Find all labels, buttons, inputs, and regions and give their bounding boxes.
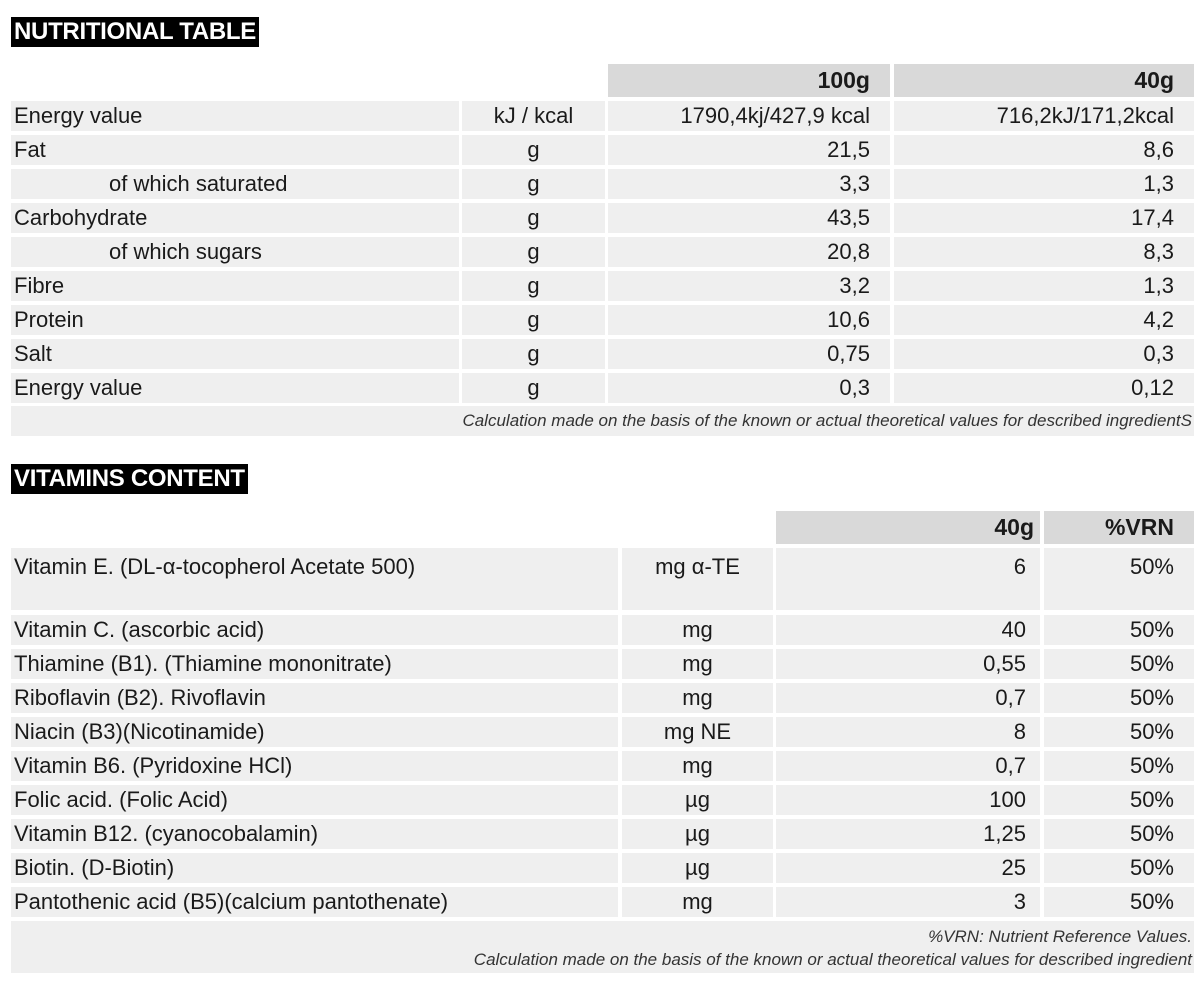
table-row: [11, 683, 1194, 713]
vitamin-name: Vitamin B12. (cyanocobalamin): [11, 819, 618, 849]
vitamin-vrn: 50%: [1044, 548, 1194, 610]
nutrient-unit: g: [462, 339, 605, 369]
vitamin-unit: mg: [622, 615, 773, 645]
table-row: [11, 339, 1194, 369]
nutrient-name: Carbohydrate: [11, 203, 459, 233]
vitamin-unit: µg: [622, 853, 773, 883]
vitamin-name: Pantothenic acid (B5)(calcium pantothenate): [11, 887, 618, 917]
table-row: [11, 203, 1194, 233]
table-row: [11, 649, 1194, 679]
table-row: [11, 169, 1194, 199]
table-row: [11, 785, 1194, 815]
vitamin-vrn: 50%: [1044, 853, 1194, 883]
nutrient-name: Fat: [11, 135, 459, 165]
vitamin-value-40g: 3: [776, 887, 1040, 917]
table-row: [11, 237, 1194, 267]
value-per-100g: 3,2: [608, 271, 890, 301]
value-per-100g: 3,3: [608, 169, 890, 199]
vitamin-value-40g: 8: [776, 717, 1040, 747]
vitamin-vrn: 50%: [1044, 819, 1194, 849]
vitamin-unit: mg: [622, 649, 773, 679]
nutrient-unit: g: [462, 203, 605, 233]
table-row: [11, 135, 1194, 165]
value-per-100g: 21,5: [608, 135, 890, 165]
table-row: [11, 819, 1194, 849]
table-row: [11, 101, 1194, 131]
vitamin-value-40g: 0,55: [776, 649, 1040, 679]
table-row: [11, 271, 1194, 301]
vitamin-vrn: 50%: [1044, 615, 1194, 645]
vitamin-name: Folic acid. (Folic Acid): [11, 785, 618, 815]
vitamin-name: Vitamin B6. (Pyridoxine HCl): [11, 751, 618, 781]
nutrition-header-row: [11, 64, 1194, 97]
nutrient-unit: g: [462, 237, 605, 267]
value-per-100g: 43,5: [608, 203, 890, 233]
vitamin-unit: µg: [622, 785, 773, 815]
vitamin-name: Riboflavin (B2). Rivoflavin: [11, 683, 618, 713]
nutrient-unit: g: [462, 271, 605, 301]
vitamin-unit: mg: [622, 683, 773, 713]
vitamin-name: Vitamin E. (DL-α-tocopherol Acetate 500): [11, 548, 618, 610]
nutrient-unit: g: [462, 169, 605, 199]
table-row: [11, 887, 1194, 917]
nutrient-name: Energy value: [11, 101, 459, 131]
vitamin-value-40g: 6: [776, 548, 1040, 610]
vitamin-unit: mg NE: [622, 717, 773, 747]
vitamin-unit: mg α-TE: [622, 548, 773, 610]
vitamin-unit: µg: [622, 819, 773, 849]
vitamin-vrn: 50%: [1044, 717, 1194, 747]
header-per-40g: 40g: [776, 511, 1040, 544]
vitamins-footnotes: [11, 921, 1194, 973]
table-row: [11, 305, 1194, 335]
nutrient-unit: g: [462, 135, 605, 165]
vitamin-name: Biotin. (D-Biotin): [11, 853, 618, 883]
value-per-40g: 8,6: [894, 135, 1194, 165]
nutrient-name: of which saturated: [11, 169, 459, 199]
vitamin-value-40g: 25: [776, 853, 1040, 883]
value-per-40g: 1,3: [894, 271, 1194, 301]
vitamins-content-title: VITAMINS CONTENT: [11, 464, 248, 494]
vitamin-unit: mg: [622, 751, 773, 781]
vitamin-vrn: 50%: [1044, 683, 1194, 713]
value-per-40g: 716,2kJ/171,2kcal: [894, 101, 1194, 131]
calculation-footnote: Calculation made on the basis of the known or actual theoretical values for described ingredient: [473, 950, 1192, 969]
value-per-100g: 10,6: [608, 305, 890, 335]
vitamin-vrn: 50%: [1044, 785, 1194, 815]
nutrient-unit: g: [462, 373, 605, 403]
nutritional-table-title: NUTRITIONAL TABLE: [11, 17, 259, 47]
value-per-40g: 0,3: [894, 339, 1194, 369]
value-per-40g: 1,3: [894, 169, 1194, 199]
vitamin-value-40g: 40: [776, 615, 1040, 645]
table-row: [11, 717, 1194, 747]
nutrition-footnote: Calculation made on the basis of the known or actual theoretical values for described ingredientS: [11, 406, 1194, 436]
vitamin-value-40g: 100: [776, 785, 1040, 815]
vitamin-value-40g: 0,7: [776, 683, 1040, 713]
nutrient-name: Protein: [11, 305, 459, 335]
value-per-40g: 4,2: [894, 305, 1194, 335]
header-per-100g: 100g: [608, 64, 890, 97]
table-row: [11, 751, 1194, 781]
value-per-40g: 8,3: [894, 237, 1194, 267]
nutrient-unit: g: [462, 305, 605, 335]
vitamins-header-row: [11, 511, 1194, 544]
vitamin-name: Vitamin C. (ascorbic acid): [11, 615, 618, 645]
vitamin-name: Niacin (B3)(Nicotinamide): [11, 717, 618, 747]
value-per-100g: 1790,4kj/427,9 kcal: [608, 101, 890, 131]
nutrient-name: Fibre: [11, 271, 459, 301]
header-per-40g: 40g: [894, 64, 1194, 97]
nutritional-table: [11, 64, 1194, 438]
vitamin-vrn: 50%: [1044, 887, 1194, 917]
vitamin-unit: mg: [622, 887, 773, 917]
vitamin-value-40g: 0,7: [776, 751, 1040, 781]
vitamin-vrn: 50%: [1044, 649, 1194, 679]
table-row: [11, 373, 1194, 403]
table-row: [11, 548, 1194, 610]
table-row: [11, 853, 1194, 883]
vitamin-name: Thiamine (B1). (Thiamine mononitrate): [11, 649, 618, 679]
nutrient-unit: kJ / kcal: [462, 101, 605, 131]
vitamin-vrn: 50%: [1044, 751, 1194, 781]
table-row: [11, 615, 1194, 645]
vitamins-table: [11, 511, 1194, 975]
value-per-100g: 0,3: [608, 373, 890, 403]
nutrient-name: of which sugars: [11, 237, 459, 267]
vrn-footnote: %VRN: Nutrient Reference Values.: [928, 927, 1192, 946]
header-vrn: %VRN: [1044, 511, 1194, 544]
vitamin-value-40g: 1,25: [776, 819, 1040, 849]
value-per-40g: 17,4: [894, 203, 1194, 233]
nutrient-name: Energy value: [11, 373, 459, 403]
value-per-100g: 0,75: [608, 339, 890, 369]
nutrient-name: Salt: [11, 339, 459, 369]
value-per-100g: 20,8: [608, 237, 890, 267]
value-per-40g: 0,12: [894, 373, 1194, 403]
